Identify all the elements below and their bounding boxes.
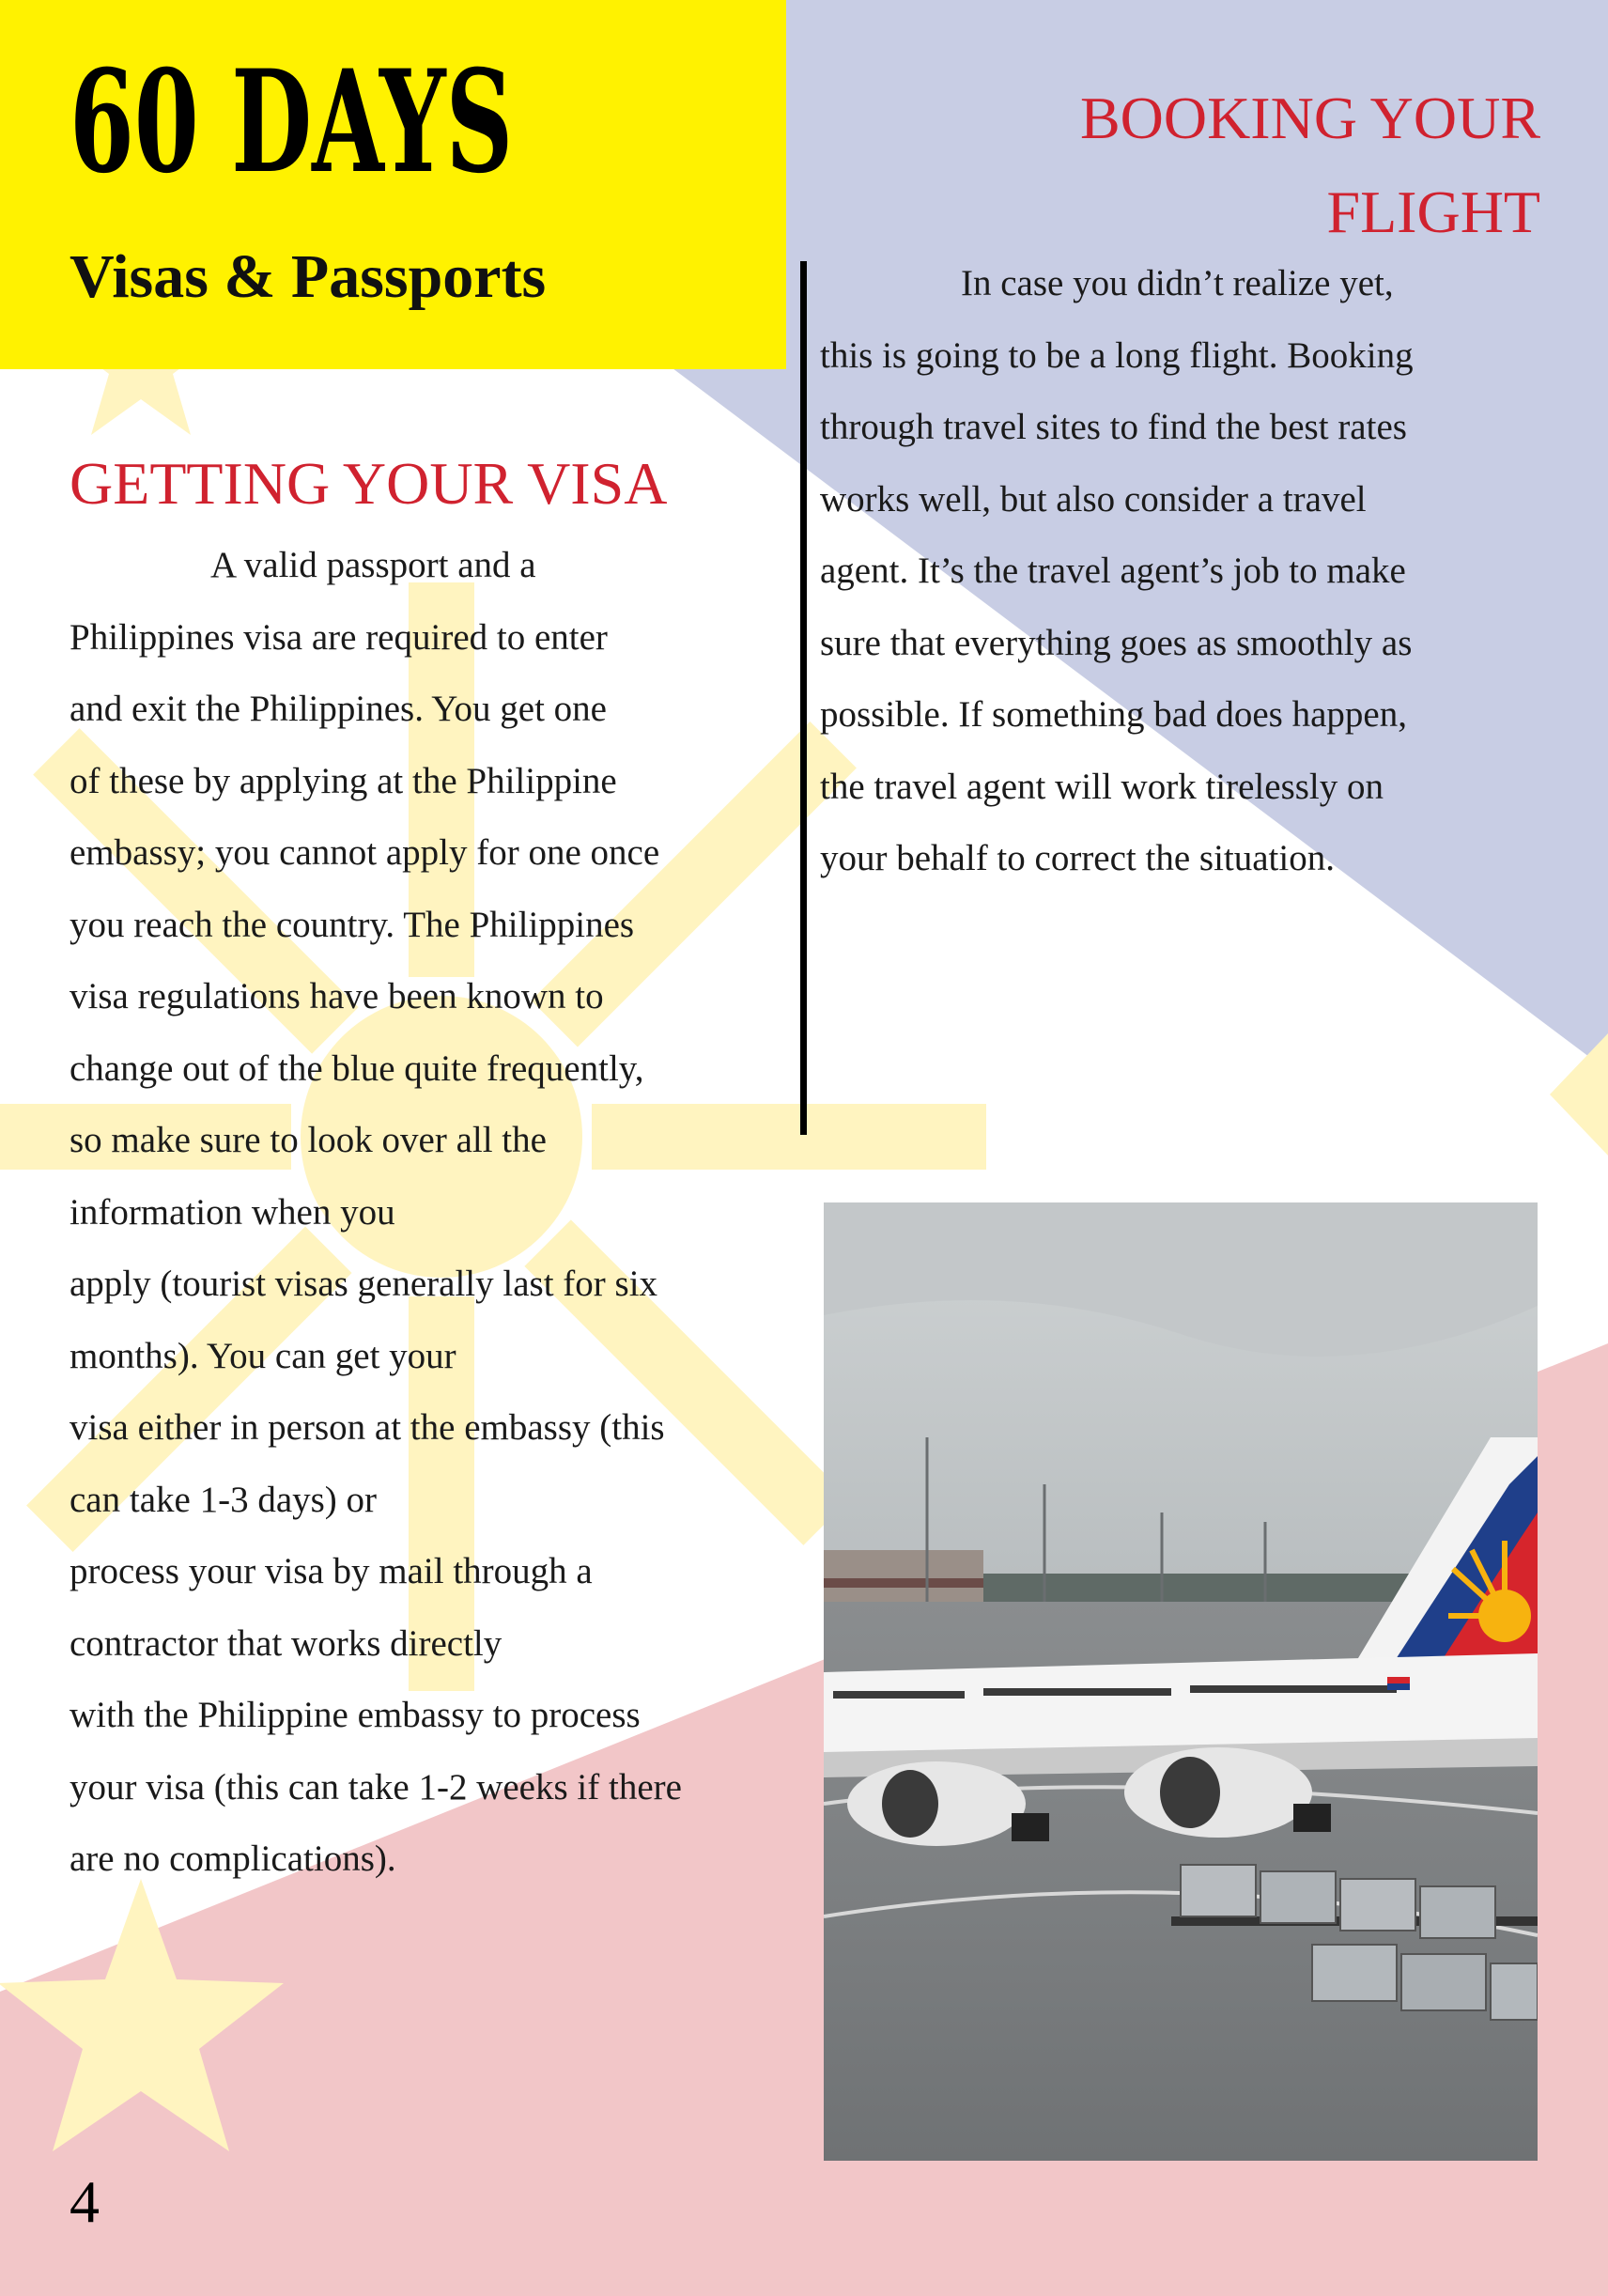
column-divider xyxy=(800,261,807,1135)
flight-text-line: your behalf to correct the situation. xyxy=(820,838,1335,878)
flight-text-line: the travel agent will work tirelessly on xyxy=(820,766,1384,807)
flight-article-body xyxy=(820,248,1562,895)
visa-text-line: so make sure to look over all the xyxy=(70,1120,547,1160)
visa-text-line: and exit the Philippines. You get one xyxy=(70,689,607,729)
flight-text-line: possible. If something bad does happen, xyxy=(820,694,1407,735)
section-title: Visas & Passports xyxy=(70,242,547,311)
visa-text-line: A valid passport and a xyxy=(210,545,536,585)
flight-heading-line: BOOKING YOUR xyxy=(1079,85,1540,151)
visa-text-line: apply (tourist visas generally last for six xyxy=(70,1264,658,1304)
flight-text-line: works well, but also consider a travel xyxy=(820,478,1367,520)
flight-text-line: this is going to be a long flight. Booking xyxy=(820,334,1414,376)
flight-text-line: In case you didn’t realize yet, xyxy=(961,263,1394,303)
flight-text-line: through travel sites to find the best rates xyxy=(820,407,1407,447)
visa-text-line: embassy; you cannot apply for one once xyxy=(70,832,660,873)
visa-text-line: with the Philippine embassy to process xyxy=(70,1695,641,1735)
visa-text-line: are no complications). xyxy=(70,1838,396,1879)
flight-text-line: sure that everything goes as smoothly as xyxy=(820,622,1413,663)
visa-text-line: months). You can get your xyxy=(70,1335,456,1376)
visa-text-line: change out of the blue quite frequently, xyxy=(70,1047,644,1089)
flight-heading xyxy=(939,71,1540,259)
airplane-photo xyxy=(824,1202,1538,2161)
visa-text-line: contractor that works directly xyxy=(70,1622,502,1664)
page-number: 4 xyxy=(70,2168,100,2235)
magazine-title: 60 DAYS xyxy=(70,39,514,205)
flag-star-icon xyxy=(1550,1033,1608,1156)
visa-heading: GETTING YOUR VISA xyxy=(70,450,668,517)
flight-text-line: agent. It’s the travel agent’s job to make xyxy=(820,551,1406,591)
visa-text-line: of these by applying at the Philippine xyxy=(70,760,617,801)
visa-text-line: Philippines visa are required to enter xyxy=(70,616,608,658)
visa-text-line: you reach the country. The Philippines xyxy=(70,904,635,945)
visa-text-line: visa either in person at the embassy (this xyxy=(70,1407,665,1448)
masthead xyxy=(0,0,786,369)
visa-text-line: process your visa by mail through a xyxy=(70,1551,593,1591)
visa-text-line: your visa (this can take 1-2 weeks if there xyxy=(70,1766,682,1807)
visa-text-line: information when you xyxy=(70,1191,395,1233)
visa-text-line: visa regulations have been known to xyxy=(70,976,604,1016)
flight-heading-line: FLIGHT xyxy=(1326,178,1540,245)
visa-text-line: can take 1-3 days) or xyxy=(70,1479,378,1520)
visa-article-body xyxy=(70,530,802,1896)
